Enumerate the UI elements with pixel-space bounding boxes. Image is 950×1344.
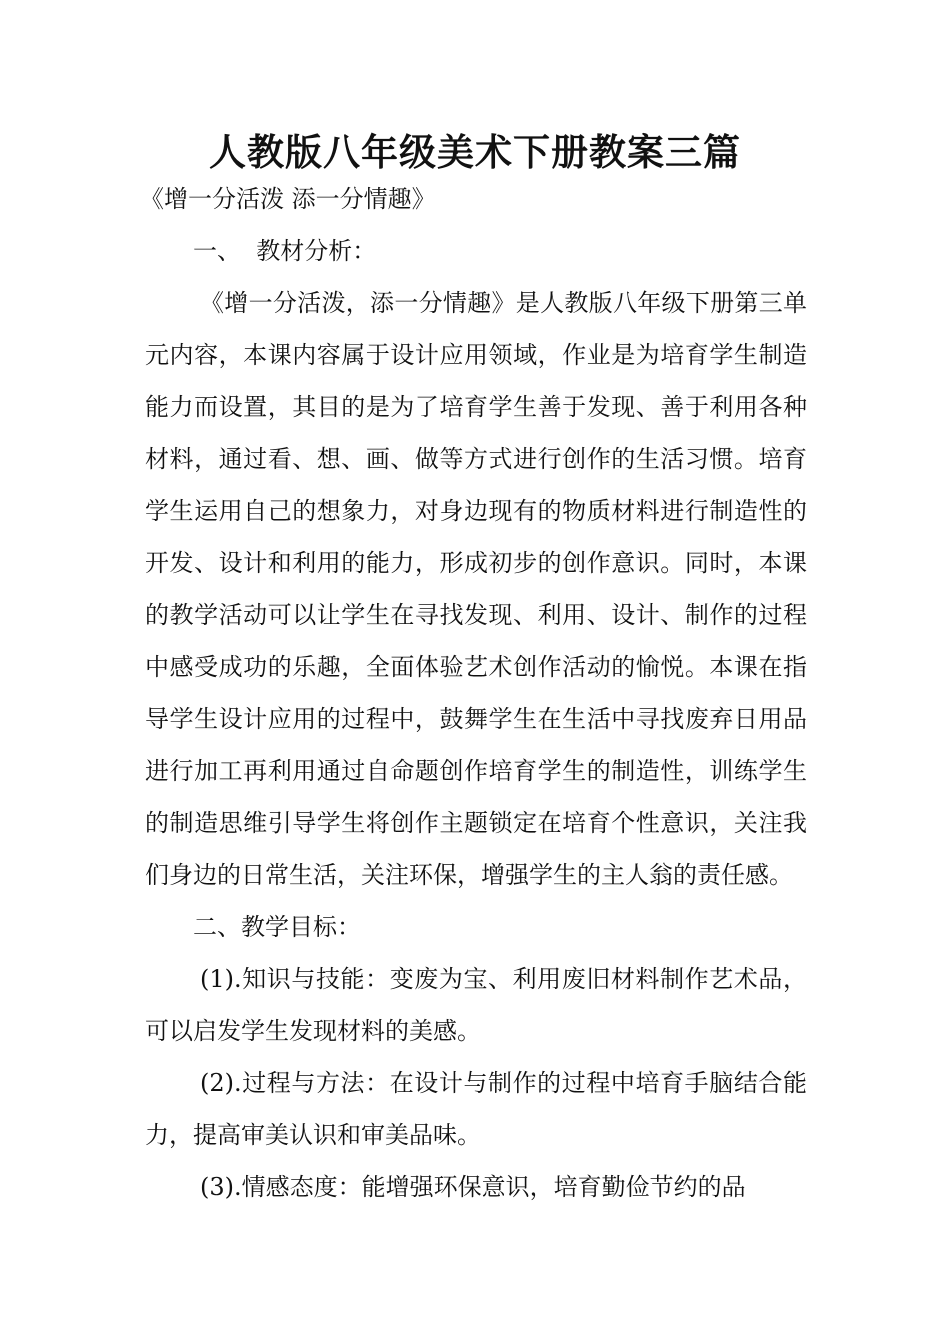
goal-process-methods: (2).过程与方法：在设计与制作的过程中培育手脑结合能力，提高审美认识和审美品味。 — [145, 1069, 807, 1149]
document-subtitle: 《增一分活泼 添一分情趣》 — [140, 185, 436, 213]
paragraph-materials-analysis: 《增一分活泼，添一分情趣》是人教版八年级下册第三单元内容，本课内容属于设计应用领域，作业是为培育学生制造能力而设置，其目的是为了培育学生善于发现、善于利用各种材料，通过看、想、画、做等方式进行创作的生活习惯。培育学生运用自己的想象力，对身边现有的物质材料进行制造性的开发、设计和利用的能力，形成初步的创作意识。同时，本课的教学活动可以让学生在寻找发现、利用、设计、制作的过程中感受成功的乐趣，全面体验艺术创作活动的愉悦。本课在指导学生设计应用的过程中，鼓舞学生在生活中寻找废弃日用品进行加工再利用通过自命题创作培育学生的制造性，训练学生的制造思维引导学生将创作主题锁定在培育个性意识，关注我们身边的日常生活，关注环保，增强学生的主人翁的责任感。 — [145, 289, 807, 889]
section-heading-materials-analysis: 一、 教材分析： — [193, 237, 377, 265]
section-heading-teaching-goals: 二、教学目标： — [193, 913, 361, 941]
document-body — [145, 225, 807, 1213]
document-title: 人教版八年级美术下册教案三篇 — [209, 130, 741, 174]
goal-emotional-attitude: (3).情感态度：能增强环保意识，培育勤俭节约的品 — [200, 1173, 746, 1201]
goal-knowledge-skills: (1).知识与技能：变废为宝、利用废旧材料制作艺术品，可以启发学生发现材料的美感。 — [145, 965, 807, 1045]
